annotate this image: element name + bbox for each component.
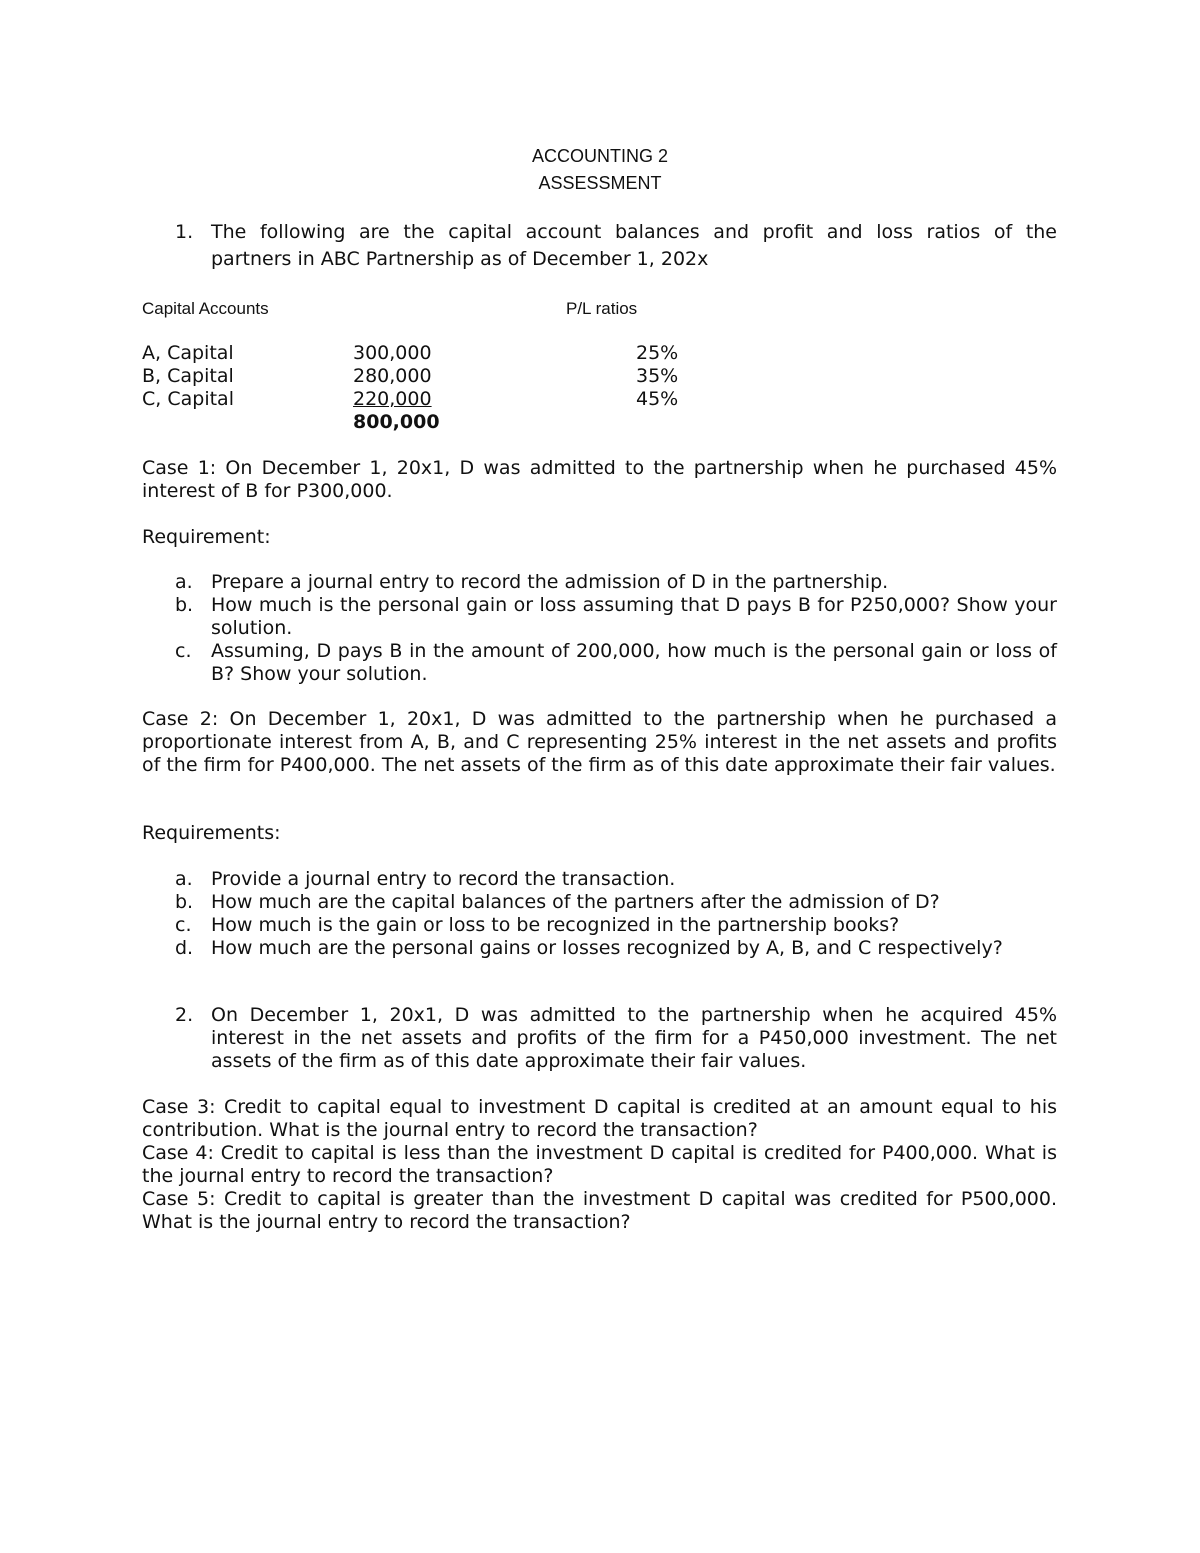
row-ratio: 45% xyxy=(636,388,679,410)
row-account: B, Capital xyxy=(142,365,234,387)
document-title: ACCOUNTING 2 xyxy=(531,146,668,166)
list-item-letter: b. xyxy=(175,594,194,616)
list-item-text: Prepare a journal entry to record the admission of D in the partnership. xyxy=(211,571,889,593)
case-3-text: Case 3: Credit to capital equal to investment D capital is credited at an amount equal to his contribution. What is the journal entry to record the transaction? xyxy=(142,1096,1057,1141)
case-5-text: Case 5: Credit to capital is greater than the investment D capital was credited for P500,000. What is the journal entry to record the transaction? xyxy=(142,1188,1057,1233)
table-total: 800,000 xyxy=(353,411,440,433)
list-item-text: How much is the personal gain or loss assuming that D pays B for P250,000? Show your solution. xyxy=(211,594,1057,639)
case-4-text: Case 4: Credit to capital is less than the investment D capital is credited for P400,000. What is the journal entry to record the transaction? xyxy=(142,1142,1057,1187)
question-text-line2: partners in ABC Partnership as of December 1, 202x xyxy=(211,248,709,270)
row-amount: 220,000 xyxy=(353,388,432,410)
list-item-text: How much are the personal gains or losses recognized by A, B, and C respectively? xyxy=(211,937,1003,959)
question-number: 1. xyxy=(175,221,194,243)
row-ratio: 35% xyxy=(636,365,679,387)
list-item-letter: c. xyxy=(175,640,192,662)
list-item-letter: a. xyxy=(175,571,193,593)
question-text: On December 1, 20x1, D was admitted to the partnership when he acquired 45% interest in the net assets and profits of the firm for a P450,000 investment. The net assets of the firm as of this date approximate their fair values. xyxy=(211,1004,1057,1072)
list-item-letter: b. xyxy=(175,891,194,913)
col-header-pl-ratios: P/L ratios xyxy=(566,299,638,318)
list-item-letter: d. xyxy=(175,937,194,959)
question-number: 2. xyxy=(175,1004,194,1026)
list-item-text: Provide a journal entry to record the transaction. xyxy=(211,868,676,890)
case-2-requirement-label: Requirements: xyxy=(142,822,281,844)
row-ratio: 25% xyxy=(636,342,679,364)
row-account: C, Capital xyxy=(142,388,234,410)
row-amount: 280,000 xyxy=(353,365,432,387)
list-item-text: How much are the capital balances of the partners after the admission of D? xyxy=(211,891,940,913)
row-account: A, Capital xyxy=(142,342,234,364)
case-1-requirement-label: Requirement: xyxy=(142,526,271,548)
row-amount: 300,000 xyxy=(353,342,432,364)
document-subtitle: ASSESSMENT xyxy=(538,173,662,193)
list-item-text: Assuming, D pays B in the amount of 200,000, how much is the personal gain or loss of B? Show your solution. xyxy=(211,640,1057,685)
col-header-capital-accounts: Capital Accounts xyxy=(142,299,269,318)
list-item-letter: c. xyxy=(175,914,192,936)
case-2-text: Case 2: On December 1, 20x1, D was admitted to the partnership when he purchased a proportionate interest from A, B, and C representing 25% interest in the net assets and profits of the firm for P400,000. The net assets of the firm as of this date approximate their fair values. xyxy=(142,708,1057,776)
list-item-letter: a. xyxy=(175,868,193,890)
list-item-text: How much is the gain or loss to be recognized in the partnership books? xyxy=(211,914,900,936)
case-1-text: Case 1: On December 1, 20x1, D was admitted to the partnership when he purchased 45% interest of B for P300,000. xyxy=(142,457,1057,502)
question-text-line1: The following are the capital account balances and profit and loss ratios of the xyxy=(211,221,1057,243)
